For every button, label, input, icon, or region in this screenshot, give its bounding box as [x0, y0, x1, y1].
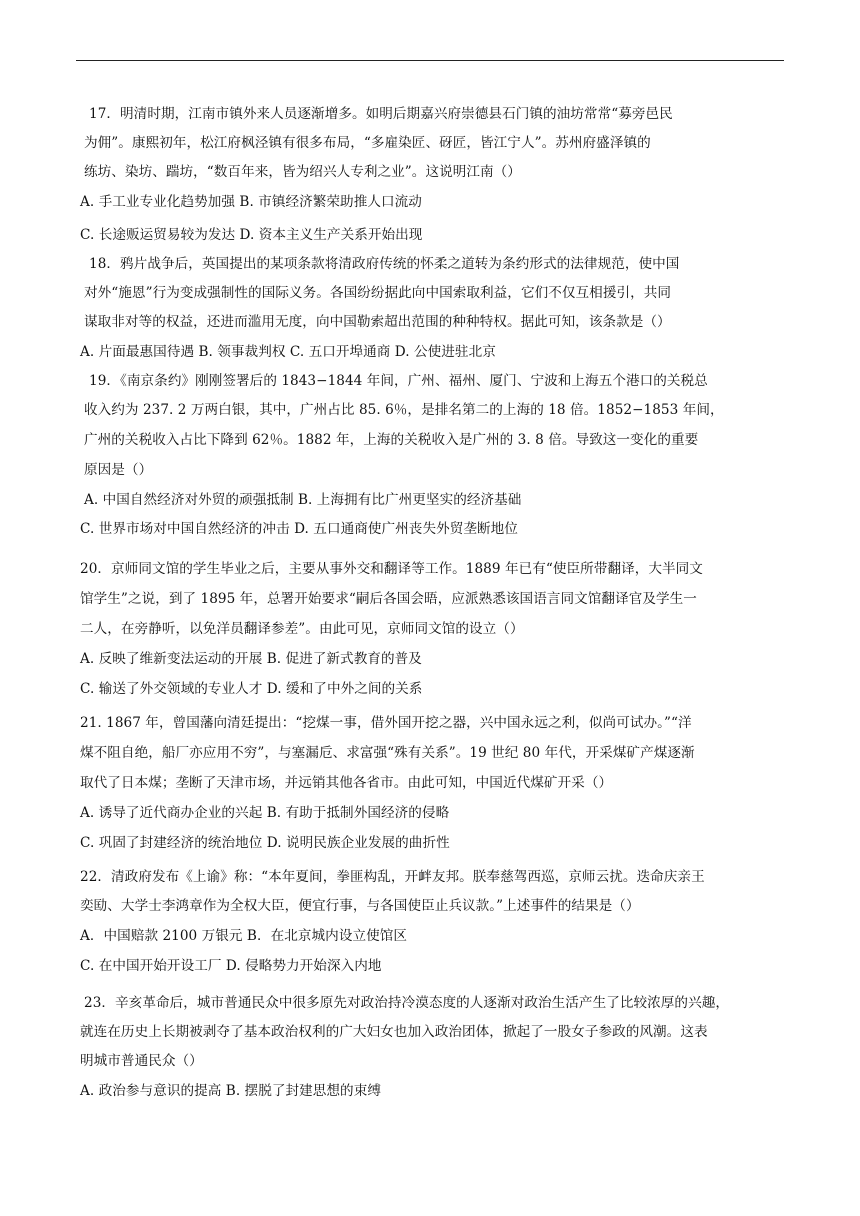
question-22-option-line-2: C. 在中国开始开设工厂 D. 侵略势力开始深入内地	[80, 958, 382, 974]
question-19-stem-line-4: 原因是（）	[84, 462, 153, 478]
question-18-stem-line-2: 对外“施恩”行为变成强制性的国际义务。各国纷纷据此向中国索取利益，它们不仅互相援引，共同	[84, 285, 672, 301]
question-23-option-line-1: A. 政治参与意识的提高 B. 摆脱了封建思想的束缚	[80, 1083, 381, 1099]
question-22-option-line-1: A．中国赔款 2100 万银元 B．在北京城内设立使馆区	[80, 928, 408, 944]
question-21-option-line-1: A. 诱导了近代商办企业的兴起 B. 有助于抵制外国经济的侵略	[80, 805, 450, 821]
question-21-stem-line-1: 21. 1867 年，曾国藩向清廷提出：“挖煤一事，借外国开挖之器，兴中国永远之利，似尚可试办。”“洋	[80, 715, 692, 731]
question-19-stem-line-1: 19．《南京条约》刚刚签署后的 1843−1844 年间，广州、福州、厦门、宁波和上海五个港口的关税总	[89, 373, 708, 389]
question-20-option-line-2: C. 输送了外交领域的专业人才 D. 缓和了中外之间的关系	[80, 681, 423, 697]
question-17-stem-line-3: 练坊、染坊、踹坊，“数百年来，皆为绍兴人专利之业”。这说明江南（）	[84, 164, 521, 180]
question-17-option-line-1: A. 手工业专业化趋势加强 B. 市镇经济繁荣助推人口流动	[80, 194, 422, 210]
question-21-stem-line-3: 取代了日本煤；垄断了天津市场，并远销其他各省市。由此可知，中国近代煤矿开采（）	[80, 775, 613, 791]
question-22-stem-line-2: 奕劻、大学士李鸿章作为全权大臣，便宜行事，与各国使臣止兵议款。”上述事件的结果是（）	[80, 898, 640, 914]
question-18-option-line-1: A. 片面最惠国待遇 B. 领事裁判权 C. 五口开埠通商 D. 公使进驻北京	[80, 344, 496, 360]
question-19-stem-line-2: 收入约为 237. 2 万两白银，其中，广州占比 85. 6％，是排名第二的上海的 18 倍。1852−1853 年间，	[84, 402, 724, 418]
question-23-stem-line-2: 就连在历史上长期被剥夺了基本政治权利的广大妇女也加入政治团体，掀起了一股女子参政的风潮。这表	[80, 1024, 708, 1040]
question-19-stem-line-3: 广州的关税收入占比下降到 62％。1882 年，上海的关税收入是广州的 3. 8 倍。导致这一变化的重要	[84, 432, 699, 448]
question-18-stem-line-1: 18．鸦片战争后，英国提出的某项条款将清政府传统的怀柔之道转为条约形式的法律规范，使中国	[89, 256, 680, 272]
question-17-stem-line-2: 为佣”。康熙初年，松江府枫泾镇有很多布局，“多雇染匠、砑匠，皆江宁人”。苏州府盛泽镇的	[84, 135, 651, 151]
question-18-stem-line-3: 谋取非对等的权益，还进而滥用无度，向中国勒索超出范围的种种特权。据此可知，该条款是（）	[84, 314, 671, 330]
question-22-stem-line-1: 22．清政府发布《上谕》称：“本年夏间，拳匪构乱，开衅友邦。朕奉慈驾西巡，京师云扰。迭命庆亲王	[80, 869, 705, 885]
header-rule	[76, 60, 784, 61]
question-19-option-line-1: A. 中国自然经济对外贸的顽强抵制 B. 上海拥有比广州更坚实的经济基础	[84, 492, 522, 508]
question-23-stem-line-3: 明城市普通民众（）	[80, 1053, 203, 1069]
question-20-stem-line-3: 二人，在旁静听，以免洋员翻译参差”。由此可见，京师同文馆的设立（）	[80, 621, 524, 637]
question-20-stem-line-2: 馆学生”之说，到了 1895 年，总署开始要求“嗣后各国会晤，应派熟悉该国语言同文馆翻译官及学生一	[80, 591, 697, 607]
question-20-stem-line-1: 20．京师同文馆的学生毕业之后，主要从事外交和翻译等工作。1889 年已有“使臣所带翻译，大半同文	[80, 561, 703, 577]
question-23-stem-line-1: 23．辛亥革命后，城市普通民众中很多原先对政治持冷漠态度的人逐渐对政治生活产生了比较浓厚的兴趣，	[84, 995, 730, 1011]
question-21-option-line-2: C. 巩固了封建经济的统治地位 D. 说明民族企业发展的曲折性	[80, 835, 450, 851]
question-21-stem-line-2: 煤不阻自绝，船厂亦应用不穷”，与塞漏卮、求富强“殊有关系”。19 世纪 80 年代，开采煤矿产煤逐渐	[80, 745, 695, 761]
question-17-option-line-2: C. 长途贩运贸易较为发达 D. 资本主义生产关系开始出现	[80, 227, 423, 243]
question-19-option-line-2: C. 世界市场对中国自然经济的冲击 D. 五口通商使广州丧失外贸垄断地位	[80, 521, 518, 537]
question-17-stem-line-1: 17．明清时期，江南市镇外来人员逐渐增多。如明后期嘉兴府崇德县石门镇的油坊常常“募旁邑民	[89, 106, 673, 122]
question-20-option-line-1: A. 反映了维新变法运动的开展 B. 促进了新式教育的普及	[80, 651, 422, 667]
